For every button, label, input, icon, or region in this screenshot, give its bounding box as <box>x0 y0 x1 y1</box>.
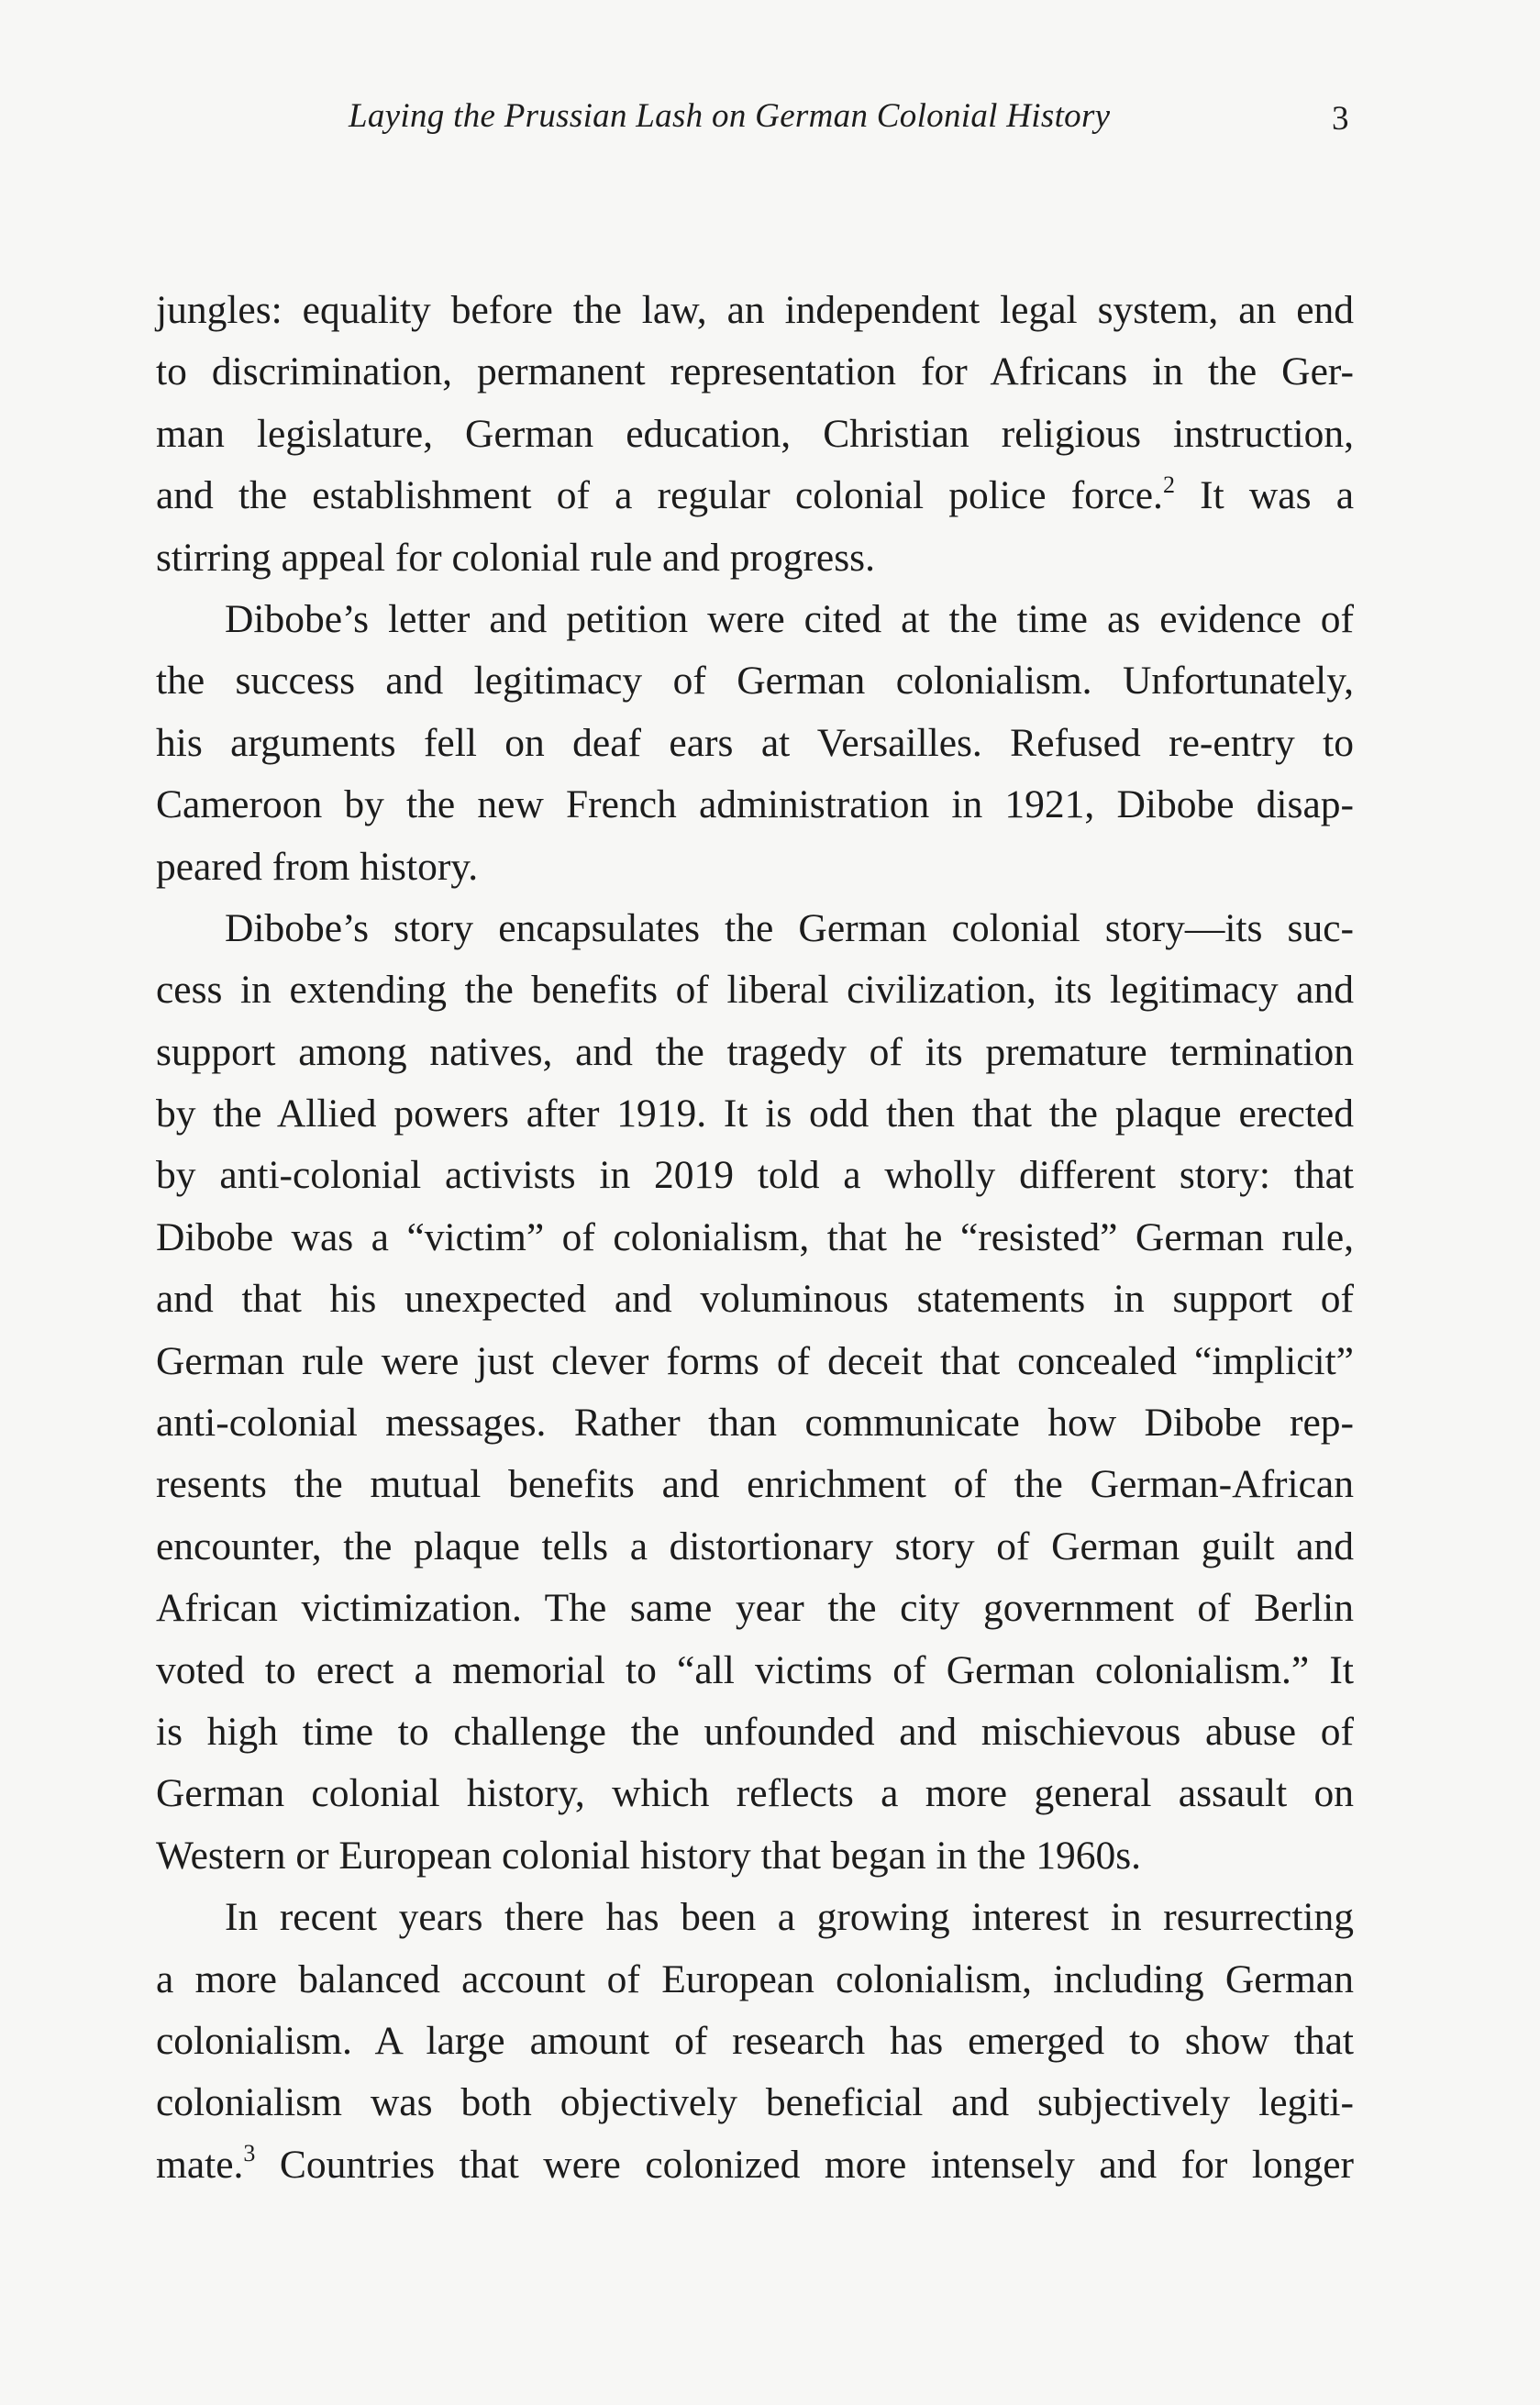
text-fragment: Countries that were colonized more intensely and for longer <box>255 2142 1354 2187</box>
text-line: resents the mutual benefits and enrichment of the German-African <box>156 1462 1354 1507</box>
text-line: a more balanced account of European colonialism, including German <box>156 1956 1354 2001</box>
text-line: African victimization. The same year the city government of Berlin <box>156 1586 1354 1631</box>
text-line: voted to erect a memorial to “all victims of German colonialism.” It <box>156 1647 1354 1692</box>
footnote-marker: 3 <box>243 2140 256 2167</box>
text-fragment: It was a <box>1174 473 1355 518</box>
text-line: is high time to challenge the unfounded and mischievous abuse of <box>156 1709 1354 1754</box>
text-line: cess in extending the benefits of liberal civilization, its legitimacy and <box>156 968 1354 1013</box>
text-line: Cameroon by the new French administration in 1921, Dibobe disap- <box>156 782 1354 827</box>
text-line: by anti-colonial activists in 2019 told a wholly different story: that <box>156 1153 1354 1198</box>
text-line: Western or European colonial history that began in the 1960s. <box>156 1833 1142 1878</box>
page-number: 3 <box>1332 100 1349 138</box>
paragraph-1 <box>156 280 1354 589</box>
text-line: stirring appeal for colonial rule and progress. <box>156 535 875 580</box>
text-fragment: and the establishment of a regular colonial police force. <box>156 473 1163 518</box>
text-line: to discrimination, permanent representation for Africans in the Ger- <box>156 349 1354 394</box>
text-line: German rule were just clever forms of deceit that concealed “implicit” <box>156 1338 1354 1383</box>
text-line: and that his unexpected and voluminous statements in support of <box>156 1277 1354 1322</box>
paragraph-3 <box>156 898 1354 1887</box>
text-line <box>156 465 1354 526</box>
text-line: the success and legitimacy of German colonialism. Unfortunately, <box>156 659 1354 704</box>
paragraph-2 <box>156 589 1354 898</box>
text-line: jungles: equality before the law, an independent legal system, an end <box>156 288 1354 332</box>
body-text <box>156 280 1354 2196</box>
text-line: anti-colonial messages. Rather than communicate how Dibobe rep- <box>156 1401 1354 1446</box>
text-line: support among natives, and the tragedy of its premature termination <box>156 1029 1354 1074</box>
text-line: peared from history. <box>156 844 479 889</box>
text-line: Dibobe’s story encapsulates the German colonial story—its suc- <box>225 905 1354 950</box>
paragraph-4 <box>156 1887 1354 2196</box>
running-head-title: Laying the Prussian Lash on German Colonial History <box>349 97 1111 135</box>
text-line: Dibobe’s letter and petition were cited at the time as evidence of <box>225 596 1354 641</box>
text-line: by the Allied powers after 1919. It is odd then that the plaque erected <box>156 1092 1354 1136</box>
text-line: In recent years there has been a growing interest in resurrecting <box>225 1895 1354 1940</box>
text-line: his arguments fell on deaf ears at Versailles. Refused re-entry to <box>156 720 1354 765</box>
text-line: encounter, the plaque tells a distortionary story of German guilt and <box>156 1524 1354 1568</box>
text-line: colonialism was both objectively beneficial and subjectively legiti- <box>156 2080 1354 2125</box>
text-line <box>156 2134 1354 2196</box>
text-line: German colonial history, which reflects a more general assault on <box>156 1771 1354 1816</box>
text-fragment: mate. <box>156 2142 244 2187</box>
text-line: colonialism. A large amount of research has emerged to show that <box>156 2018 1354 2063</box>
text-line: man legislature, German education, Christian religious instruction, <box>156 411 1354 456</box>
text-line: Dibobe was a “victim” of colonialism, that he “resisted” German rule, <box>156 1214 1354 1259</box>
footnote-marker: 2 <box>1162 471 1175 498</box>
